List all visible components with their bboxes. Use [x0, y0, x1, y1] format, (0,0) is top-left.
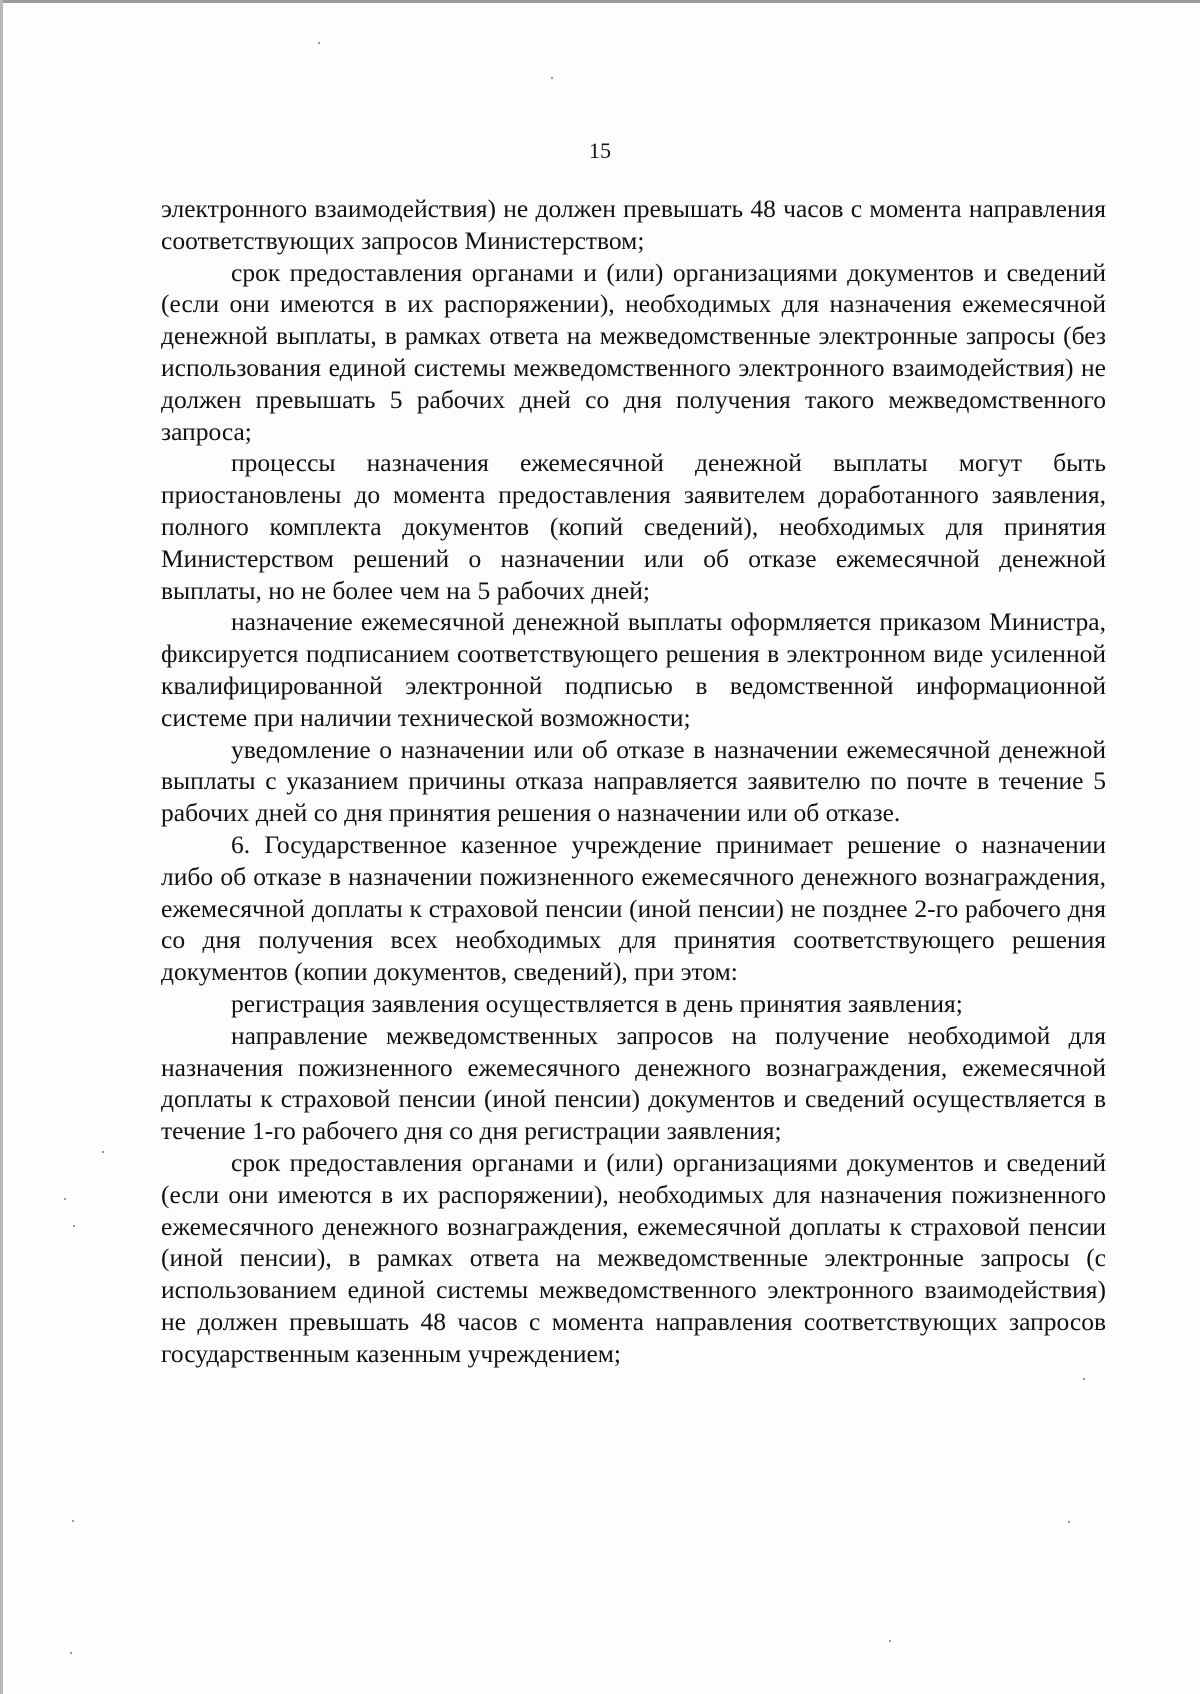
- paragraph-registration: регистрация заявления осуществляется в день принятия заявления;: [231, 988, 963, 1018]
- scan-speck: [73, 1225, 75, 1227]
- paragraph-suspension: процессы назначения ежемесячной денежной выплаты могут быть приостановлены до момента предоставления заявителем доработанного заявления, полного комплекта документов (копий сведений), необходимых для принятия Министерством решений о назначении или об отказе ежемесячной денежной выплаты, но не более чем на 5 рабочих дней;: [161, 448, 1106, 605]
- scan-speck: [551, 77, 553, 79]
- document-body: [161, 193, 1106, 1369]
- paragraph-response-deadline: срок предоставления органами и (или) организациями документов и сведений (если они имеются в их распоряжении), необходимых для назначения пожизненного ежемесячного денежного вознаграждения, ежемесячной доплаты к страховой пенсии (иной пенсии), в рамках ответа на межведомственные электронные запросы (с использованием единой системы межведомственного электронного взаимодействия) не должен превышать 48 часов с момента направления соответствующих запросов государственным казенным учреждением;: [161, 1147, 1106, 1368]
- scan-left-edge: [0, 0, 3, 1694]
- scan-speck: [64, 1198, 66, 1200]
- paragraph-document-deadline: срок предоставления органами и (или) организациями документов и сведений (если они имеются в их распоряжении), необходимых для назначения ежемесячной денежной выплаты, в рамках ответа на межведомственные электронные запросы (без использования единой системы межведомственного электронного взаимодействия) не должен превышать 5 рабочих дней со дня получения такого межведомственного запроса;: [161, 257, 1106, 446]
- paragraph-order-signing: назначение ежемесячной денежной выплаты оформляется приказом Министра, фиксируется подписанием соответствующего решения в электронном виде усиленной квалифицированной электронной подписью в ведомственной информационной системе при наличии технической возможности;: [161, 607, 1106, 732]
- paragraph-item-6: 6. Государственное казенное учреждение принимает решение о назначении либо об отказе в назначении пожизненного ежемесячного денежного вознаграждения, ежемесячной доплаты к страховой пенсии (иной пенсии) не позднее 2-го рабочего дня со дня получения всех необходимых для принятия соответствующего решения документов (копии документов, сведений), при этом:: [161, 829, 1106, 987]
- paragraph-interagency-requests: направление межведомственных запросов на получение необходимой для назначения пожизненного ежемесячного денежного вознаграждения, ежемесячной доплаты к страховой пенсии (иной пенсии) документов и сведений осуществляется в течение 1-го рабочего дня со дня регистрации заявления;: [161, 1020, 1106, 1146]
- scan-speck: [70, 1652, 72, 1654]
- paragraph-notification: уведомление о назначении или об отказе в назначении ежемесячной денежной выплаты с указанием причины отказа направляется заявителю по почте в течение 5 рабочих дней со дня принятия решения о назначении или об отказе.: [161, 734, 1106, 828]
- scan-speck: [102, 1151, 104, 1153]
- scan-speck: [1083, 1378, 1085, 1380]
- scan-top-edge: [0, 0, 1200, 3]
- scan-speck: [72, 1520, 74, 1522]
- scan-speck: [889, 1640, 891, 1642]
- paragraph-continuation: электронного взаимодействия) не должен превышать 48 часов с момента направления соответствующих запросов Министерством;: [161, 194, 1106, 255]
- scan-speck: [318, 42, 320, 44]
- page-number: 15: [589, 138, 611, 163]
- scan-speck: [1068, 1521, 1070, 1523]
